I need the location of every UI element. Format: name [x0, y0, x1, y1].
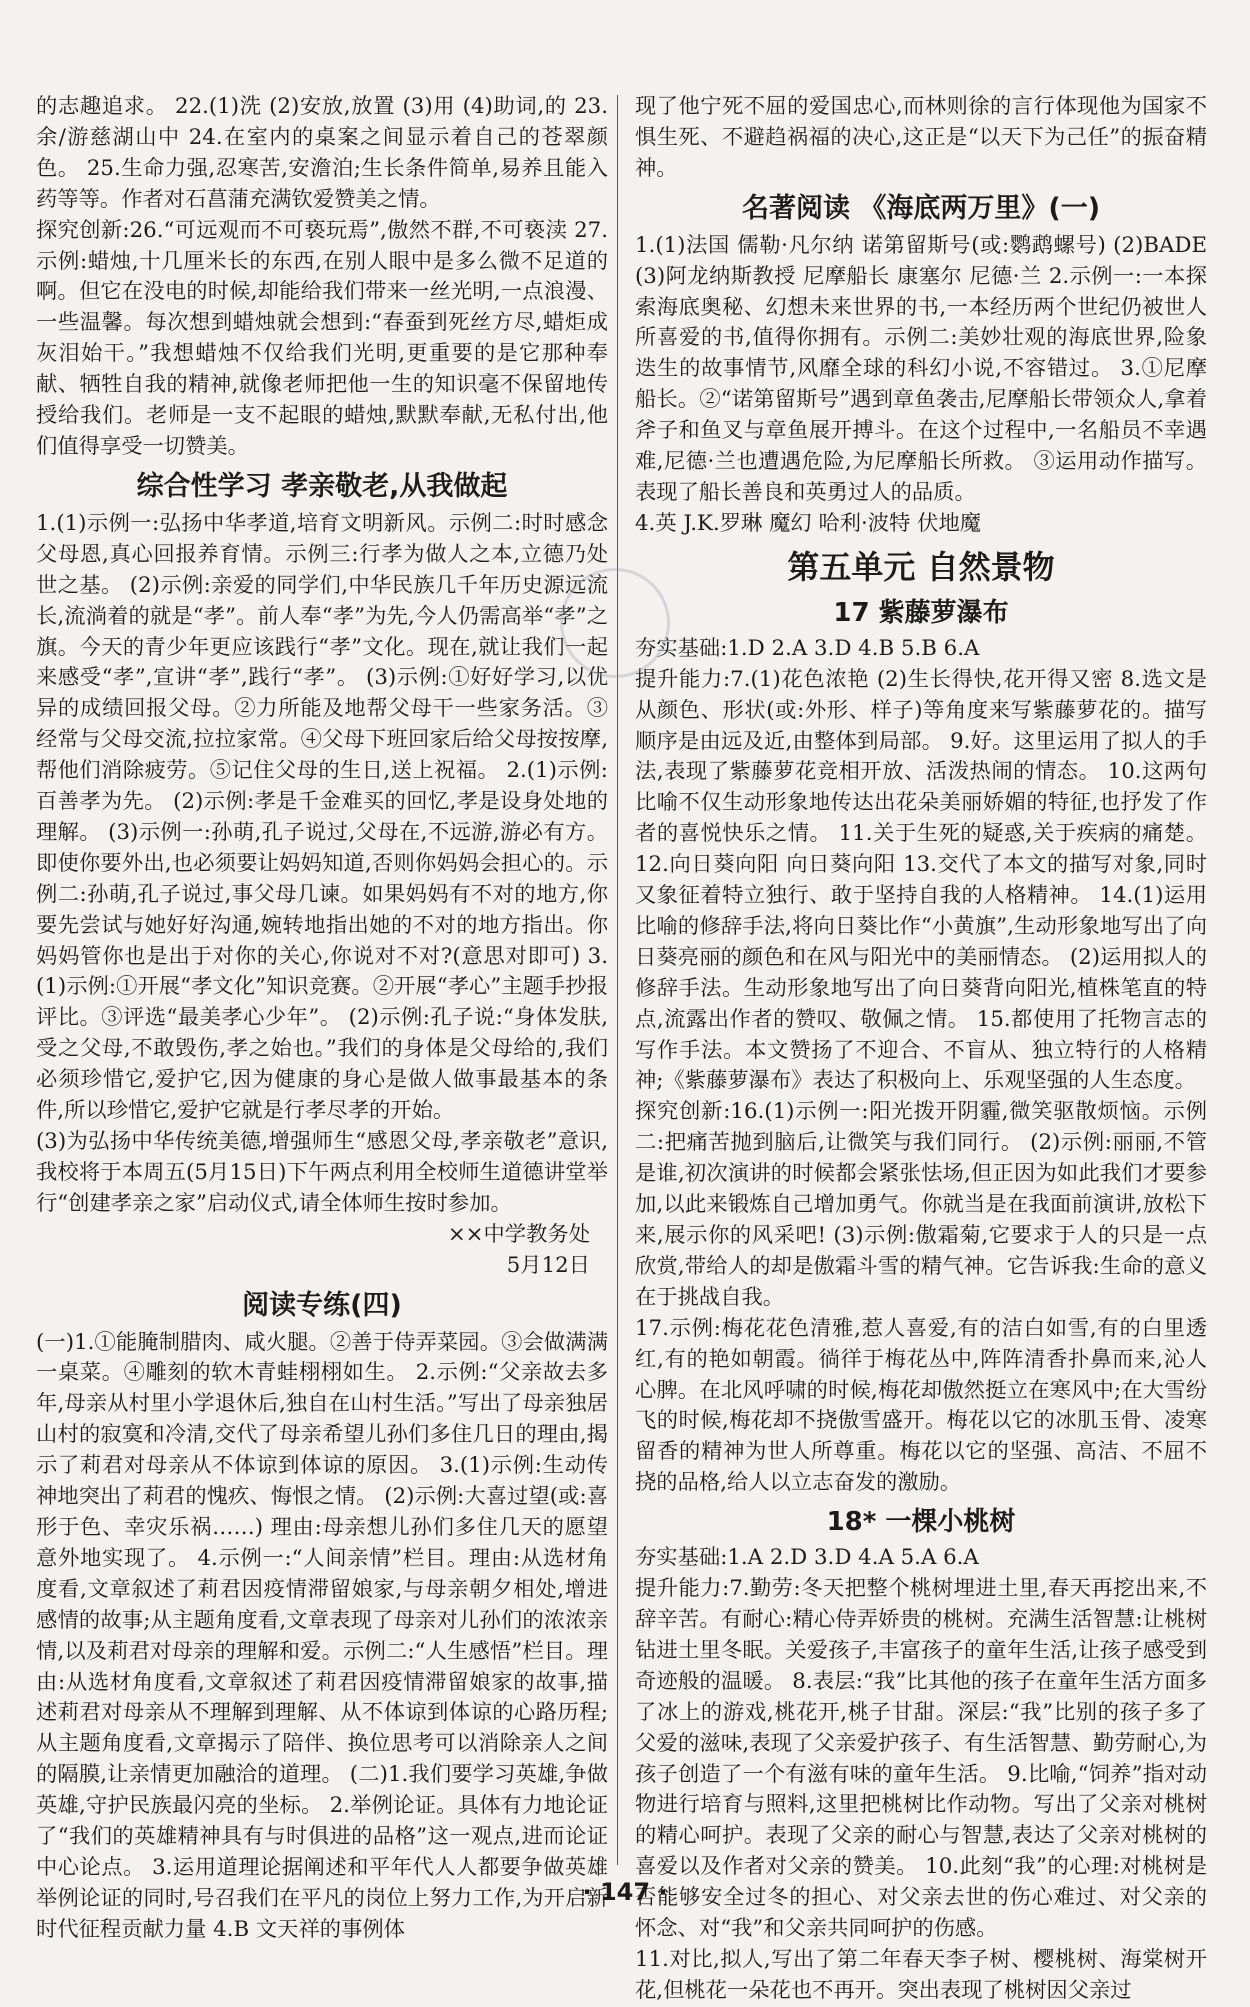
lesson-heading: 17 紫藤萝瀑布: [833, 597, 1009, 628]
column-divider: [617, 95, 618, 1865]
answer-paragraph: 探究创新:16.(1)示例一:阳光拨开阴霾,微笑驱散烦恼。示例二:把痛苦抛到脑后,让微笑与我们同行。 (2)示例:丽丽,不管是谁,初次演讲的时候都会紧张怯场,但正因为如此我们才要参加,以此来锻炼自己增加勇气。你就当是在我面前演讲,放松下来,展示你的风采吧! (3)示例:傲霜菊,它要求于人的只是一点欣赏,带给人的却是傲霜斗雪的精气神。它告诉我:生命的意义在于挑战自我。: [635, 1099, 1207, 1310]
notice-signature: ××中学教务处: [447, 1221, 590, 1247]
section-heading: 综合性学习 孝亲敬老,从我做起: [136, 470, 508, 502]
answer-paragraph: 1.(1)示例一:弘扬中华孝道,培育文明新风。示例二:时时感念父母恩,真心回报养育情。示例三:行孝为做人之本,立德乃处世之基。 (2)示例:亲爱的同学们,中华民族几千年历史源远流长,流淌着的就是“孝”。前人奉“孝”为先,今人仍需高举“孝”之旗。今天的青少年更应该践行“孝”文化。现在,就让我们一起来感受“孝”,宣讲“孝”,践行“孝”。 (3)示例:①好好学习,以优异的成绩回报父母。②力所能及地帮父母干一些家务活。③经常与父母交流,拉拉家常。④父母下班回家后给父母按按摩,帮他们消除疲劳。⑤记住父母的生日,送上祝福。 2.(1)示例:百善孝为先。 (2)示例:孝是千金难买的回忆,孝是设身处地的理解。 (3)示例一:孙萌,孔子说过,父母在,不远游,游必有方。即使你要外出,也必须要让妈妈知道,否则你妈妈会担心的。示例二:孙萌,孔子说过,事父母几谏。如果妈妈有不对的地方,你要先尝试与她好好沟通,婉转地指出她的不对的地方指出。你妈妈管你也是出于对你的关心,你说对不对?(意思对即可) 3.(1)示例:①开展“孝文化”知识竞赛。②开展“孝心”主题手抄报评比。③评选“最美孝心少年”。 (2)示例:孔子说:“身体发肤,受之父母,不敢毁伤,孝之始也。”我们的身体是父母给的,我们必须珍惜它,爱护它,因为健康的身心是做人做事最基本的条件,所以珍惜它,爱护它就是行孝尽孝的开始。: [36, 510, 608, 1124]
answer-paragraph: (3)为弘扬中华传统美德,增强师生“感恩父母,孝亲敬老”意识,我校将于本周五(5月15日)下午两点利用全校师生道德讲堂举行“创建孝亲之家”启动仪式,请全体师生按时参加。: [36, 1129, 608, 1216]
answer-paragraph: 夯实基础:1.D 2.A 3.D 4.B 5.B 6.A: [635, 635, 980, 661]
answer-paragraph: (一)1.①能腌制腊肉、咸火腿。②善于侍弄菜园。③会做满满一桌菜。④雕刻的软木青蛙栩栩如生。 2.示例:“父亲故去多年,母亲从村里小学退休后,独自在山村生活。”写出了母亲独居山村的寂寞和冷清,交代了母亲希望儿孙们多住几日的理由,揭示了莉君对母亲从不体谅到体谅的原因。 3.(1)示例:生动传神地突出了莉君的愧疚、悔恨之情。 (2)示例:大喜过望(或:喜形于色、幸灾乐祸……) 理由:母亲想儿孙们多住几天的愿望意外地实现了。 4.示例一:“人间亲情”栏目。理由:从选材角度看,文章叙述了莉君因疫情滞留娘家,与母亲朝夕相处,增进感情的故事;从主题角度看,文章表现了母亲对儿孙们的浓浓亲情,以及莉君对母亲的理解和爱。示例二:“人生感悟”栏目。理由:从选材角度看,文章叙述了莉君因疫情滞留娘家的故事,描述莉君对母亲从不理解到理解、从不体谅到体谅的心路历程;从主题角度看,文章揭示了陪伴、换位思考可以消除亲人之间的隔膜,让亲情更加融洽的道理。 (二)1.我们要学习英雄,争做英雄,守护民族最闪亮的坐标。 2.举例论证。具体有力地论证了“我们的英雄精神具有与时俱进的品格”这一观点,进而论证中心论点。 3.运用道理论据阐述和平年代人人都要争做英雄 举例论证的同时,号召我们在平凡的岗位上努力工作,为开启新时代征程贡献力量 4.B 文天祥的事例体: [36, 1329, 608, 1942]
answer-paragraph: 4.英 J.K.罗琳 魔幻 哈利·波特 伏地魔: [635, 510, 982, 536]
answer-paragraph: 17.示例:梅花花色清雅,惹人喜爱,有的洁白如雪,有的白里透红,有的艳如朝霞。徜徉于梅花丛中,阵阵清香扑鼻而来,沁人心脾。在北风呼啸的时候,梅花却傲然挺立在寒风中;在大雪纷飞的时候,梅花却不挠傲雪盛开。梅花以它的冰肌玉骨、凌寒留香的精神为世人所尊重。梅花以它的坚强、高洁、不屈不挠的品格,给人以立志奋发的激励。: [635, 1315, 1207, 1496]
answer-paragraph: 提升能力:7.勤劳:冬天把整个桃树埋进土里,春天再挖出来,不辞辛苦。有耐心:精心侍弄娇贵的桃树。充满生活智慧:让桃树钻进土里冬眠。关爱孩子,丰富孩子的童年生活,让孩子感受到奇迹般的温暖。 8.表层:“我”比其他的孩子在童年生活方面多了冰上的游戏,桃花开,桃子甘甜。深层:“我”比别的孩子多了父爱的滋味,表现了父亲爱护孩子、有生活智慧、勤劳耐心,为孩子创造了一个有滋有味的童年生活。 9.比喻,“饲养”指对动物进行培育与照料,这里把桃树比作动物。写出了父亲对桃树的精心呵护。表现了父亲的耐心与智慧,表达了父亲对桃树的喜爱以及作者对父亲的赞美。 10.此刻“我”的心理:对桃树是否能够安全过冬的担心、对父亲去世的伤心难过、对父亲的怀念、对“我”和父亲共同呵护的伤感。: [635, 1576, 1207, 1942]
answer-paragraph: 提升能力:7.(1)花色浓艳 (2)生长得快,花开得又密 8.选文是从颜色、形状(或:外形、样子)等角度来写紫藤萝花的。描写顺序是由远及近,由整体到局部。 9.好。这里运用了拟人的手法,表现了紫藤萝花竞相开放、活泼热闹的情态。 10.这两句比喻不仅生动形象地传达出花朵美丽娇媚的特征,也抒发了作者的喜悦快乐之情。 11.关于生死的疑惑,关于疾病的痛楚。 12.向日葵向阳 向日葵向阳 13.交代了本文的描写对象,同时又象征着特立独行、敢于坚持自我的人格精神。 14.(1)运用比喻的修辞手法,将向日葵比作“小黄旗”,生动形象地写出了向日葵亮丽的颜色和在风与阳光中的美丽情态。 (2)运用拟人的修辞手法。生动形象地写出了向日葵背向阳光,植株笔直的特点,流露出作者的赞叹、敬佩之情。 15.都使用了托物言志的写作手法。本文赞扬了不迎合、不盲从、独立特行的人格精神;《紫藤萝瀑布》表达了积极向上、乐观坚强的人生态度。: [635, 666, 1207, 1094]
answer-paragraph: 夯实基础:1.A 2.D 3.D 4.A 5.A 6.A: [635, 1545, 979, 1571]
section-heading: 阅读专练(四): [242, 1289, 402, 1321]
unit-heading: 第五单元 自然景物: [787, 547, 1055, 586]
section-heading: 名著阅读 《海底两万里》(一): [741, 192, 1101, 224]
left-column: [36, 92, 608, 1946]
page-number: · 147 ·: [582, 1878, 668, 1906]
answer-paragraph: 探究创新:26.“可远观而不可亵玩焉”,傲然不群,不可亵渎 27.示例:蜡烛,十几厘米长的东西,在别人眼中是多么微不足道的啊。但它在没电的时候,却能给我们带来一丝光明,一点浪漫、一些温馨。每次想到蜡烛就会想到:“春蚕到死丝方尽,蜡炬成灰泪始干。”我想蜡烛不仅给我们光明,更重要的是它那种奉献、牺牲自我的精神,就像老师把他一生的知识毫不保留地传授给我们。老师是一支不起眼的蜡烛,默默奉献,无私付出,他们值得享受一切赞美。: [36, 217, 608, 459]
notice-date: 5月12日: [506, 1252, 590, 1278]
answer-paragraph: 的志趣追求。 22.(1)洗 (2)安放,放置 (3)用 (4)助词,的 23.余/游慈湖山中 24.在室内的桌案之间显示着自己的苍翠颜色。 25.生命力强,忍寒苦,安澹泊;生长条件简单,易养且能入药等等。作者对石菖蒲充满钦爱赞美之情。: [36, 94, 608, 212]
answer-paragraph: 11.对比,拟人,写出了第二年春天李子树、樱桃树、海棠树开花,但桃花一朵花也不再开。突出表现了桃树因父亲过: [635, 1946, 1207, 2003]
answer-paragraph: 现了他宁死不屈的爱国忠心,而林则徐的言行体现他为国家不惧生死、不避趋祸福的决心,这正是“以天下为己任”的振奋精神。: [635, 94, 1207, 181]
watermark-seal: [560, 568, 670, 678]
answer-paragraph: 1.(1)法国 儒勒·凡尔纳 诺第留斯号(或:鹦鹉螺号) (2)BADE (3)阿龙纳斯教授 尼摩船长 康塞尔 尼德·兰 2.示例一:一本探索海底奥秘、幻想未来世界的书,一本经历两个世纪仍被世人所喜爱的书,值得你拥有。示例二:美妙壮观的海底世界,险象迭生的故事情节,风靡全球的科幻小说,不容错过。 3.①尼摩船长。②“诺第留斯号”遇到章鱼袭击,尼摩船长带领众人,拿着斧子和鱼叉与章鱼展开搏斗。在这个过程中,一名船员不幸遇难,尼德·兰也遭遇危险,为尼摩船长所救。 ③运用动作描写。表现了船长善良和英勇过人的品质。: [635, 232, 1207, 505]
lesson-heading: 18* 一棵小桃树: [826, 1507, 1016, 1538]
right-column: [635, 92, 1207, 2007]
